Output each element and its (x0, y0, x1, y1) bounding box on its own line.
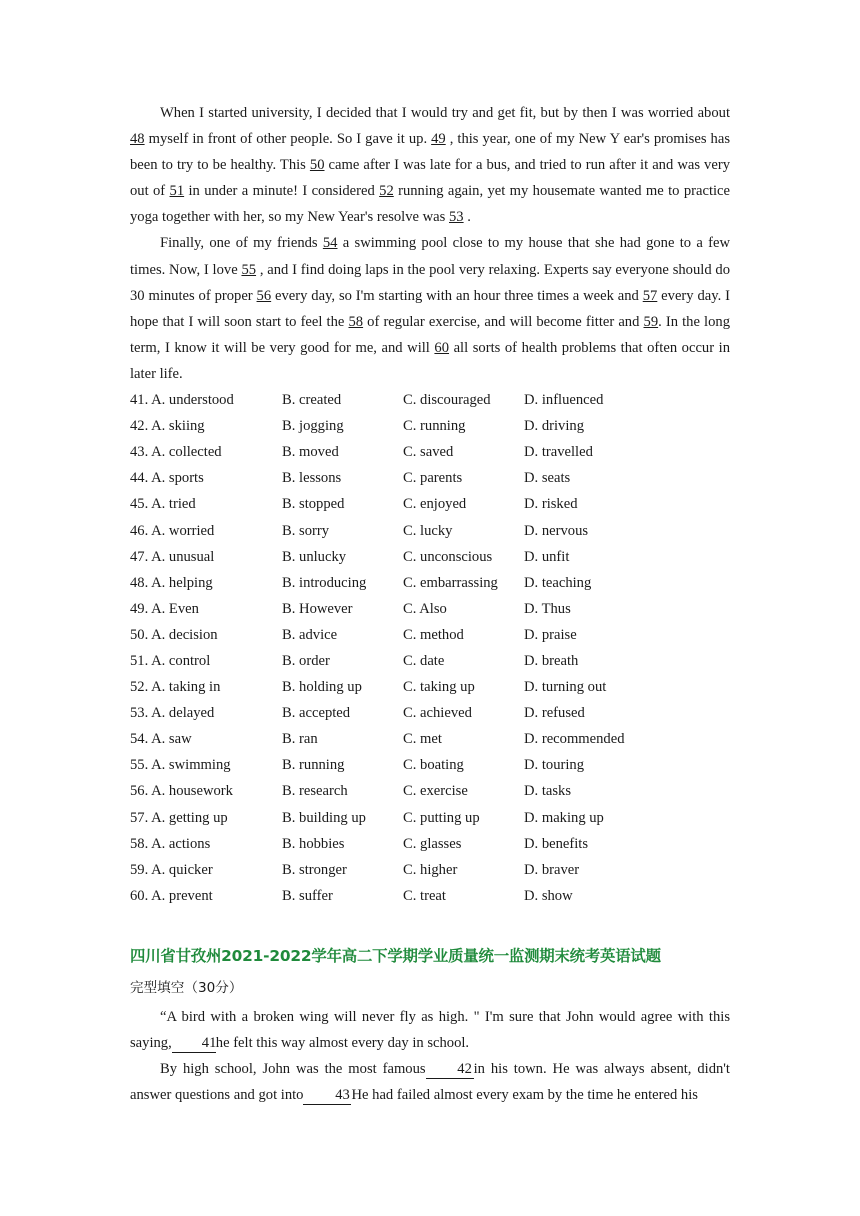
text: he felt this way almost every day in school. (215, 1035, 470, 1052)
option-c: C. taking up (403, 679, 475, 696)
option-row (130, 570, 730, 596)
option-row (130, 805, 730, 831)
text: He had failed almost every exam by the time he entered his (351, 1087, 698, 1104)
option-b: B. ran (282, 731, 318, 748)
option-a: 51. A. control (130, 652, 211, 669)
option-a: 47. A. unusual (130, 548, 215, 565)
option-b: B. accepted (282, 705, 351, 722)
option-d: D. seats (524, 470, 571, 487)
option-d: D. show (524, 887, 573, 904)
option-a: 56. A. housework (130, 783, 233, 800)
option-d: D. praise (524, 626, 577, 643)
text: every day. I hope that I will soon start to feel the (130, 287, 730, 330)
option-b: B. order (282, 652, 330, 669)
option-row (130, 518, 730, 544)
passage-2 (130, 1004, 730, 1108)
option-b: B. stopped (282, 496, 345, 513)
option-d: D. refused (524, 705, 585, 722)
text: every day, so I'm starting with an hour three times a week and (271, 287, 643, 304)
blank-42: 42 (426, 1060, 474, 1079)
option-d: D. driving (524, 418, 584, 435)
option-b: B. sorry (282, 522, 330, 539)
option-b: B. hobbies (282, 835, 345, 852)
option-b: B. unlucky (282, 548, 347, 565)
text: . In the long term, I know it will be very good for me, and will (130, 313, 730, 356)
section-subheading: 完型填空（30分） (130, 980, 243, 996)
option-c: C. parents (403, 470, 463, 487)
option-row (130, 674, 730, 700)
text: of regular exercise, and will become fitter and (363, 313, 644, 330)
option-d: D. recommended (524, 731, 625, 748)
option-b: B. lessons (282, 470, 342, 487)
option-a: 43. A. collected (130, 444, 222, 461)
option-a: 48. A. helping (130, 574, 213, 591)
option-row (130, 439, 730, 465)
option-c: C. running (403, 418, 466, 435)
blank-50: 50 (309, 157, 325, 174)
option-c: C. higher (403, 861, 458, 878)
text: in under a minute! I considered (184, 183, 380, 200)
option-a: 52. A. taking in (130, 679, 221, 696)
option-row (130, 883, 730, 909)
option-c: C. putting up (403, 809, 480, 826)
option-row (130, 831, 730, 857)
option-a: 50. A. decision (130, 626, 218, 643)
option-a: 42. A. skiing (130, 418, 205, 435)
option-row (130, 648, 730, 674)
paragraph-1 (130, 100, 730, 230)
options-list (130, 387, 730, 909)
text: came after I was late for a bus, and tried to run after it and was very out of (130, 157, 730, 200)
blank-41: 41 (172, 1034, 216, 1053)
blank-51: 51 (169, 183, 185, 200)
option-a: 44. A. sports (130, 470, 204, 487)
option-c: C. met (403, 731, 442, 748)
option-d: D. braver (524, 861, 580, 878)
option-d: D. tasks (524, 783, 572, 800)
option-b: B. However (282, 600, 353, 617)
option-row (130, 413, 730, 439)
blank-49: 49 (431, 131, 446, 148)
option-c: C. treat (403, 887, 446, 904)
option-row (130, 544, 730, 570)
option-d: D. Thus (524, 600, 571, 617)
text: running again, yet my housemate wanted me to practice yoga together with her, so my New Year's resolve was (130, 183, 731, 226)
text: all sorts of health problems that often occur in later life. (130, 339, 731, 382)
option-d: D. benefits (524, 835, 589, 852)
option-c: C. exercise (403, 783, 468, 800)
option-row (130, 752, 730, 778)
option-c: C. method (403, 626, 464, 643)
option-b: B. running (282, 757, 345, 774)
option-c: C. discouraged (403, 392, 491, 409)
option-a: 59. A. quicker (130, 861, 213, 878)
text: “A bird with a broken wing will never fly as high. " I'm sure that John would agree with this saying, (130, 1009, 730, 1052)
option-row (130, 622, 730, 648)
option-d: D. teaching (524, 574, 592, 591)
option-a: 41. A. understood (130, 392, 234, 409)
option-b: B. moved (282, 444, 339, 461)
option-row (130, 857, 730, 883)
blank-53: 53 (449, 209, 464, 226)
text: When I started university, I decided that I would try and get fit, but by then I was worried about (160, 105, 730, 121)
option-row (130, 726, 730, 752)
option-d: D. turning out (524, 679, 607, 696)
option-b: B. research (282, 783, 348, 800)
blank-52: 52 (379, 183, 394, 200)
text: . (463, 209, 471, 226)
option-c: C. boating (403, 757, 464, 774)
option-c: C. Also (403, 600, 447, 617)
option-d: D. travelled (524, 444, 593, 461)
blank-48: 48 (130, 131, 145, 148)
blank-43: 43 (303, 1086, 351, 1105)
option-c: C. embarrassing (403, 574, 498, 591)
text: Finally, one of my friends (160, 235, 323, 252)
option-row (130, 465, 730, 491)
option-b: B. introducing (282, 574, 367, 591)
option-a: 53. A. delayed (130, 705, 215, 722)
option-a: 45. A. tried (130, 496, 196, 513)
option-d: D. risked (524, 496, 578, 513)
option-a: 58. A. actions (130, 835, 211, 852)
passage-continuation (130, 100, 730, 909)
option-a: 57. A. getting up (130, 809, 228, 826)
option-b: B. holding up (282, 679, 362, 696)
option-d: D. nervous (524, 522, 589, 539)
option-row (130, 700, 730, 726)
option-b: B. stronger (282, 861, 347, 878)
option-row (130, 778, 730, 804)
option-d: D. making up (524, 809, 604, 826)
option-a: 46. A. worried (130, 522, 215, 539)
paragraph-1 (130, 1004, 730, 1056)
option-a: 54. A. saw (130, 731, 192, 748)
text: By high school, John was the most famous (160, 1061, 426, 1078)
option-a: 60. A. prevent (130, 887, 213, 904)
blank-57: 57 (642, 287, 658, 304)
blank-54: 54 (322, 235, 338, 252)
text: , and I find doing laps in the pool very relaxing. Experts say everyone should do 30 minutes of proper (130, 261, 730, 304)
section-heading: 四川省甘孜州2021-2022学年高二下学期学业质量统一监测期末统考英语试题 (130, 947, 661, 965)
option-a: 49. A. Even (130, 600, 199, 617)
option-b: B. suffer (282, 887, 333, 904)
text: a swimming pool close to my house that she had gone to a few times. Now, I love (130, 235, 730, 278)
blank-59: 59 (643, 313, 659, 330)
text: in his town. He was always absent, didn't answer questions and got into (130, 1061, 730, 1104)
text: myself in front of other people. So I gave it up. (144, 131, 432, 148)
option-row (130, 491, 730, 517)
option-d: D. influenced (524, 392, 604, 409)
option-d: D. breath (524, 652, 579, 669)
option-b: B. jogging (282, 418, 344, 435)
blank-56: 56 (256, 287, 272, 304)
option-d: D. touring (524, 757, 584, 774)
blank-58: 58 (348, 313, 364, 330)
blank-60: 60 (434, 339, 450, 356)
option-b: B. created (282, 392, 342, 409)
option-row (130, 596, 730, 622)
option-c: C. achieved (403, 705, 472, 722)
option-b: B. building up (282, 809, 366, 826)
paragraph-2 (130, 1056, 730, 1108)
option-c: C. saved (403, 444, 454, 461)
option-a: 55. A. swimming (130, 757, 231, 774)
option-c: C. lucky (403, 522, 453, 539)
option-b: B. advice (282, 626, 338, 643)
paragraph-2 (130, 230, 730, 387)
option-c: C. date (403, 652, 445, 669)
option-c: C. glasses (403, 835, 462, 852)
option-d: D. unfit (524, 548, 570, 565)
text: , this year, one of my New Y ear's promises has been to try to be healthy. This (130, 131, 730, 174)
option-row (130, 387, 730, 413)
blank-55: 55 (241, 261, 257, 278)
option-c: C. enjoyed (403, 496, 467, 513)
option-c: C. unconscious (403, 548, 493, 565)
